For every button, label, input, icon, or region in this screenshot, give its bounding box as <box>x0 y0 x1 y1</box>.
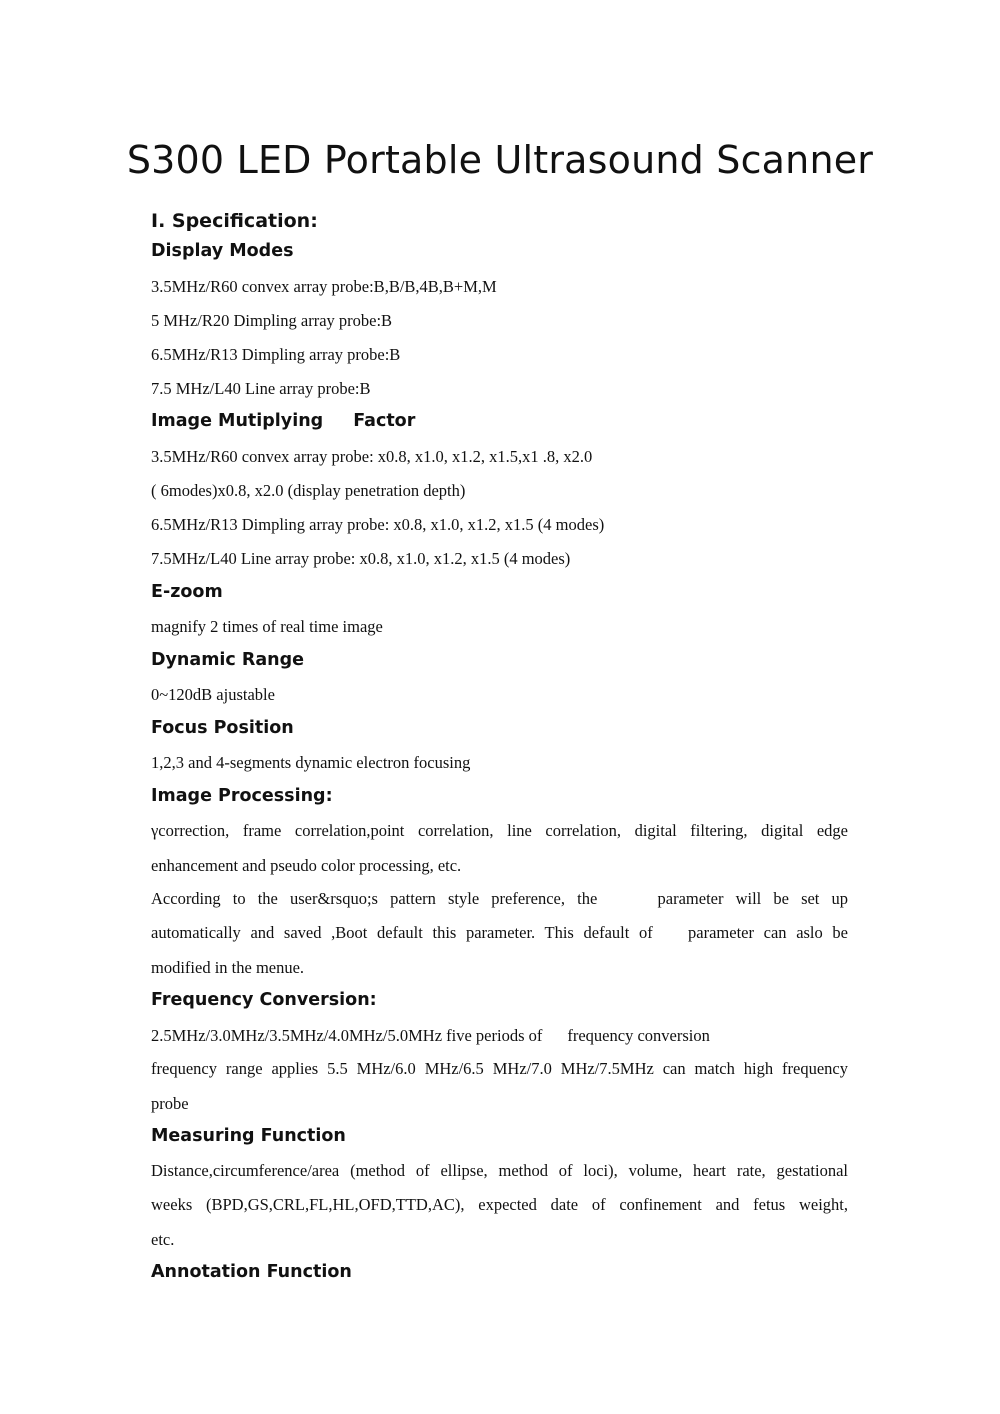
frequency-conversion-text: frequency conversion <box>567 1026 710 1045</box>
frequency-conversion-heading: Frequency Conversion: <box>151 990 377 1010</box>
ezoom-text: magnify 2 times of real time image <box>151 617 383 636</box>
image-processing-line: modified in the menue. <box>151 958 305 977</box>
image-processing-line <box>151 916 848 950</box>
measuring-function-line: Distance,circumference/area (method of ellipse, method of loci), volume, heart rate, gestational <box>151 1161 848 1180</box>
frequency-conversion-text: 2.5MHz/3.0MHz/3.5MHz/4.0MHz/5.0MHz five periods of <box>151 1026 543 1045</box>
dynamic-range-heading: Dynamic Range <box>151 650 305 670</box>
frequency-conversion-line: frequency range applies 5.5 MHz/6.0 MHz/6.5 MHz/7.0 MHz/7.5MHz can match high frequency <box>151 1059 848 1078</box>
annotation-function-heading: Annotation Function <box>151 1262 352 1282</box>
frequency-conversion-line <box>151 1026 710 1046</box>
focus-position-text: 1,2,3 and 4-segments dynamic electron focusing <box>151 753 471 772</box>
display-modes-line: 6.5MHz/R13 Dimpling array probe:B <box>151 345 401 364</box>
image-multiplying-line: 7.5MHz/L40 Line array probe: x0.8, x1.0, x1.2, x1.5 (4 modes) <box>151 549 571 568</box>
image-processing-heading: Image Processing: <box>151 786 333 806</box>
image-multiplying-line: 3.5MHz/R60 convex array probe: x0.8, x1.0, x1.2, x1.5,x1 .8, x2.0 <box>151 447 593 466</box>
image-multiplying-line: 6.5MHz/R13 Dimpling array probe: x0.8, x1.0, x1.2, x1.5 (4 modes) <box>151 515 605 534</box>
image-processing-line: γcorrection, frame correlation,point correlation, line correlation, digital filtering, digital edge <box>151 821 848 840</box>
display-modes-line: 5 MHz/R20 Dimpling array probe:B <box>151 311 393 330</box>
ezoom-heading: E-zoom <box>151 582 223 602</box>
image-processing-text: parameter can aslo be <box>688 923 848 942</box>
display-modes-line: 3.5MHz/R60 convex array probe:B,B/B,4B,B+M,M <box>151 277 497 296</box>
image-multiplying-heading-a: Image Mutiplying <box>151 411 324 431</box>
focus-position-heading: Focus Position <box>151 718 294 738</box>
document-title: S300 LED Portable Ultrasound Scanner <box>126 138 874 182</box>
measuring-function-heading: Measuring Function <box>151 1126 346 1146</box>
image-multiplying-heading-b: Factor <box>353 411 416 431</box>
section-heading: I. Specification: <box>151 210 318 232</box>
frequency-conversion-line: probe <box>151 1094 189 1113</box>
dynamic-range-text: 0~120dB ajustable <box>151 685 275 704</box>
image-processing-line: enhancement and pseudo color processing, etc. <box>151 856 462 875</box>
image-processing-text: automatically and saved ,Boot default this parameter. This default of <box>151 923 653 942</box>
measuring-function-line: weeks (BPD,GS,CRL,FL,HL,OFD,TTD,AC), expected date of confinement and fetus weight, <box>151 1195 848 1214</box>
display-modes-line: 7.5 MHz/L40 Line array probe:B <box>151 379 371 398</box>
image-multiplying-heading <box>151 411 415 431</box>
image-processing-text: According to the user&rsquo;s pattern style preference, the <box>151 889 598 908</box>
measuring-function-line: etc. <box>151 1230 175 1249</box>
image-processing-text: parameter will be set up <box>657 889 849 908</box>
image-multiplying-line: ( 6modes)x0.8, x2.0 (display penetration depth) <box>151 481 466 500</box>
image-processing-line <box>151 882 848 916</box>
display-modes-heading: Display Modes <box>151 241 294 261</box>
